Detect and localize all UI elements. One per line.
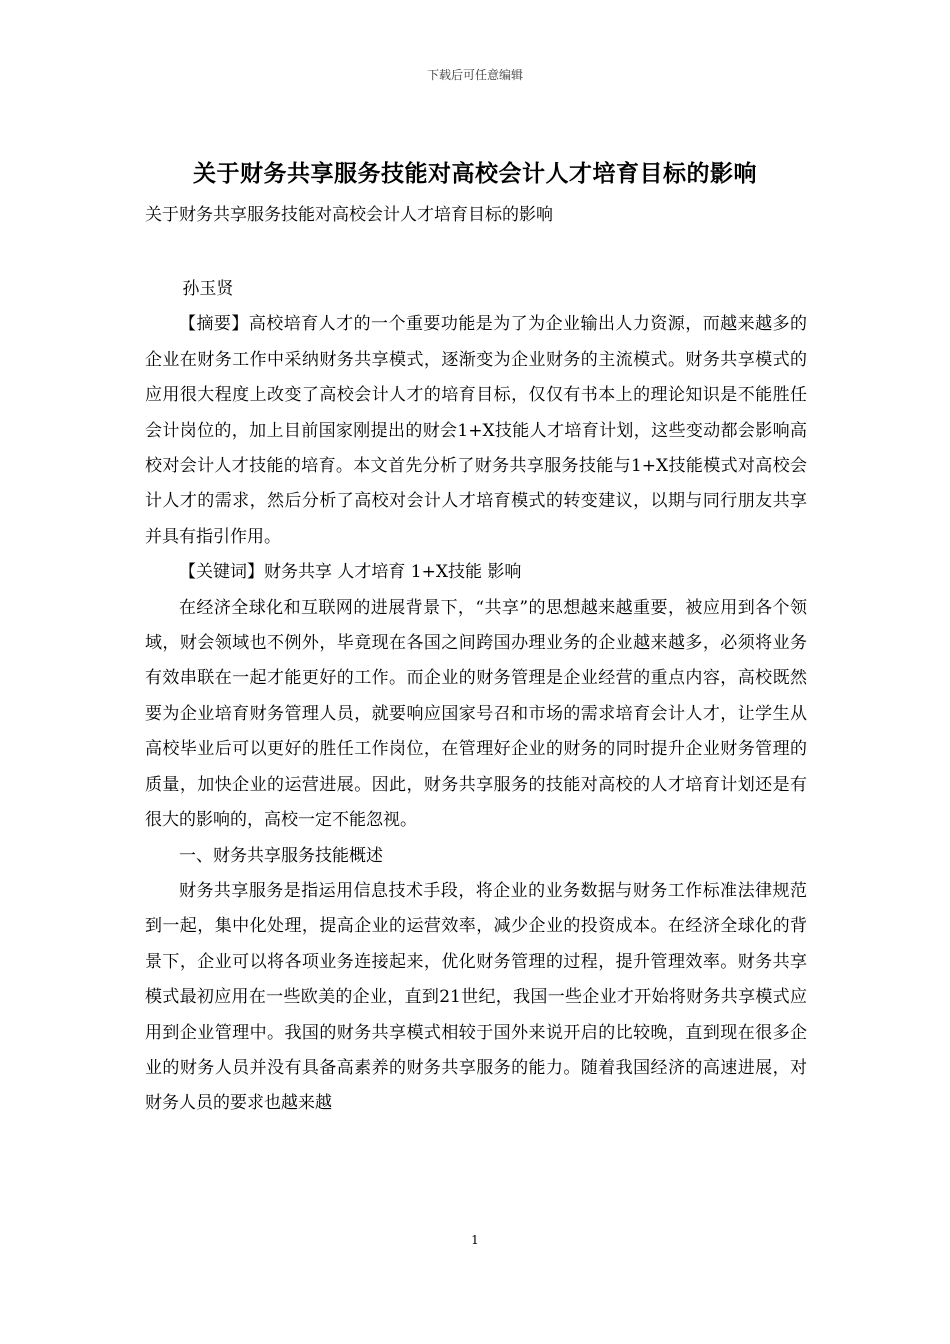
author-name: 孙玉贤 xyxy=(182,279,234,299)
document-title: 关于财务共享服务技能对高校会计人才培育目标的影响 xyxy=(193,160,757,187)
section-heading: 一、财务共享服务技能概述 xyxy=(179,845,383,866)
page-number: 1 xyxy=(471,1233,479,1247)
intro-paragraph: 在经济全球化和互联网的进展背景下，“共享”的思想越来越重要，被应用到各个领域，财会领域也不例外，毕竟现在各国之间跨国办理业务的企业越来越多，必须将业务有效串联在一起才能更好的工作。而企业的财务管理是企业经营的重点内容，高校既然要为企业培育财务管理人员，就要响应国家号召和市场的需求培育会计人才，让学生从高校毕业后可以更好的胜任工作岗位，在管理好企业的财务的同时提升企业财务管理的质量，加快企业的运营进展。因此，财务共享服务的技能对高校的人才培育计划还是有很大的影响的，高校一定不能忽视。 xyxy=(145,597,807,831)
keywords-paragraph: 【关键词】财务共享 人才培育 1+X技能 影响 xyxy=(179,562,522,583)
abstract-paragraph: 【摘要】高校培育人才的一个重要功能是为了为企业输出人力资源，而越来越多的企业在财务工作中采纳财务共享模式，逐渐变为企业财务的主流模式。财务共享模式的应用很大程度上改变了高校会计人才的培育目标，仅仅有书本上的理论知识是不能胜任会计岗位的，加上目前国家刚提出的财会1+X技能人才培育计划，这些变动都会影响高校对会计人才技能的培育。本文首先分析了财务共享服务技能与1+X技能模式对高校会计人才的需求，然后分析了高校对会计人才培育模式的转变建议，以期与同行朋友共享并具有指引作用。 xyxy=(145,314,807,547)
document-subtitle: 关于财务共享服务技能对高校会计人才培育目标的影响 xyxy=(145,205,553,225)
page-header-note: 下载后可任意编辑 xyxy=(426,68,523,82)
document-body xyxy=(145,272,807,1122)
section-paragraph: 财务共享服务是指运用信息技术手段，将企业的业务数据与财务工作标准法律规范到一起，集中化处理，提高企业的运营效率，减少企业的投资成本。在经济全球化的背景下，企业可以将各项业务连接起来，优化财务管理的过程，提升管理效率。财务共享模式最初应用在一些欧美的企业，直到21世纪，我国一些企业才开始将财务共享模式应用到企业管理中。我国的财务共享模式相较于国外来说开启的比较晚，直到现在很多企业的财务人员并没有具备高素养的财务共享服务的能力。随着我国经济的高速进展，对财务人员的要求也越来越 xyxy=(145,880,807,1114)
